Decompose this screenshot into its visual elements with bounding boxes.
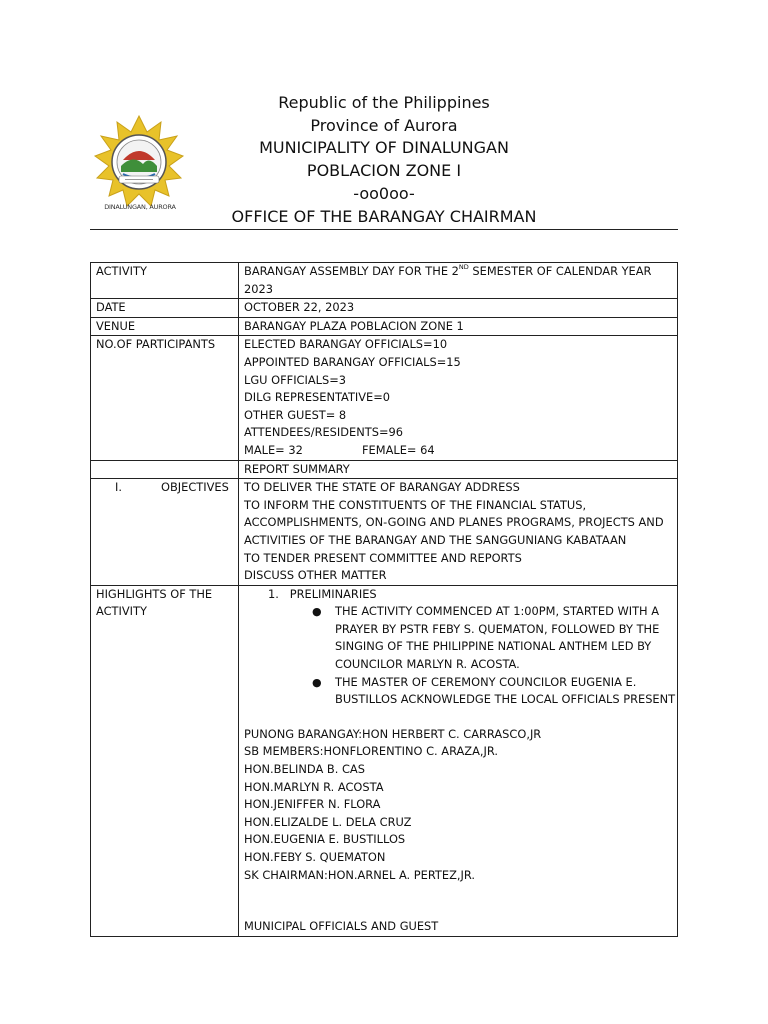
venue-label: VENUE bbox=[91, 317, 239, 336]
municipal-officials-heading: MUNICIPAL OFFICIALS AND GUEST bbox=[244, 919, 439, 934]
bullet-line: COUNCILOR MARLYN R. ACOSTA. bbox=[335, 657, 520, 672]
male-count: MALE= 32 bbox=[244, 442, 303, 457]
participant-line: DILG REPRESENTATIVE=0 bbox=[244, 390, 391, 405]
objective-line: TO DELIVER THE STATE OF BARANGAY ADDRESS bbox=[244, 480, 520, 495]
numbered-list-item: 1. PRELIMINARIES bbox=[268, 586, 377, 601]
report-summary-heading: REPORT SUMMARY bbox=[239, 460, 678, 479]
venue-value: BARANGAY PLAZA POBLACION ZONE 1 bbox=[239, 317, 678, 336]
header-divider-text: -oo0oo- bbox=[353, 183, 415, 203]
table-row-highlights bbox=[91, 585, 678, 936]
spacer bbox=[244, 709, 672, 726]
participants-label: NO.OF PARTICIPANTS bbox=[91, 336, 239, 460]
empty-cell bbox=[91, 460, 239, 479]
highlights-label-line: HIGHLIGHTS OF THE bbox=[96, 586, 213, 601]
official-line: HON.MARLYN R. ACOSTA bbox=[244, 779, 384, 794]
activity-text-after: SEMESTER OF CALENDAR YEAR bbox=[468, 264, 652, 278]
official-line: HON.JENIFFER N. FLORA bbox=[244, 797, 381, 812]
bullet-line: BUSTILLOS ACKNOWLEDGE THE LOCAL OFFICIALS PRESENT bbox=[335, 692, 676, 707]
official-line: HON.ELIZALDE L. DELA CRUZ bbox=[244, 814, 412, 829]
seal-caption: DINALUNGAN, AURORA bbox=[104, 203, 176, 211]
header-rule bbox=[90, 229, 678, 230]
activity-text: BARANGAY ASSEMBLY DAY FOR THE 2 bbox=[244, 264, 459, 278]
highlights-label-line: ACTIVITY bbox=[96, 604, 147, 619]
bullet-icon: ● bbox=[312, 675, 322, 689]
gender-line bbox=[244, 442, 672, 460]
date-value: OCTOBER 22, 2023 bbox=[239, 299, 678, 318]
participant-line: ATTENDEES/RESIDENTS=96 bbox=[244, 425, 403, 440]
highlights-value bbox=[239, 585, 678, 936]
bullet-line: PRAYER BY PSTR FEBY S. QUEMATON, FOLLOWED BY THE bbox=[335, 621, 660, 636]
header-municipality: MUNICIPALITY OF DINALUNGAN bbox=[259, 138, 509, 158]
objective-line: DISCUSS OTHER MATTER bbox=[244, 568, 387, 583]
header-province: Province of Aurora bbox=[310, 115, 458, 135]
header-republic: Republic of the Philippines bbox=[278, 93, 490, 112]
participant-line: LGU OFFICIALS=3 bbox=[244, 372, 347, 387]
table-row-activity bbox=[91, 263, 678, 299]
official-line: SB MEMBERS:HONFLORENTINO C. ARAZA,JR. bbox=[244, 744, 499, 759]
table-row-objectives bbox=[91, 479, 678, 586]
official-line: HON.BELINDA B. CAS bbox=[244, 762, 365, 777]
participant-line: ELECTED BARANGAY OFFICIALS=10 bbox=[244, 337, 448, 352]
municipal-seal-logo bbox=[90, 112, 188, 216]
objective-line: ACTIVITIES OF THE BARANGAY AND THE SANGGUNIANG KABATAAN bbox=[244, 532, 627, 547]
bullet-line: SINGING OF THE PHILIPPINE NATIONAL ANTHEM LED BY bbox=[335, 639, 652, 654]
bullet-item bbox=[244, 674, 676, 709]
roman-numeral: I. bbox=[115, 480, 122, 495]
spacer bbox=[244, 884, 672, 918]
official-line: HON.EUGENIA E. BUSTILLOS bbox=[244, 832, 406, 847]
objective-line: TO INFORM THE CONSTITUENTS OF THE FINANCIAL STATUS, bbox=[244, 497, 587, 512]
activity-label: ACTIVITY bbox=[91, 263, 239, 299]
official-line: HON.FEBY S. QUEMATON bbox=[244, 850, 386, 864]
activity-value bbox=[239, 263, 678, 299]
letterhead bbox=[180, 92, 588, 228]
objectives-label bbox=[91, 479, 239, 586]
objectives-label-text: OBJECTIVES bbox=[161, 480, 229, 495]
female-count: FEMALE= 64 bbox=[362, 442, 435, 457]
participant-line: OTHER GUEST= 8 bbox=[244, 407, 347, 422]
table-row-participants bbox=[91, 336, 678, 460]
activity-superscript: ND bbox=[458, 263, 469, 271]
objective-line: TO TENDER PRESENT COMMITTEE AND REPORTS bbox=[244, 550, 522, 565]
bullet-line: THE MASTER OF CEREMONY COUNCILOR EUGENIA E. bbox=[335, 674, 637, 689]
objectives-value bbox=[239, 479, 678, 586]
header-zone: POBLACION ZONE I bbox=[306, 161, 462, 181]
highlights-label bbox=[91, 585, 239, 936]
report-table bbox=[90, 262, 678, 937]
official-line: PUNONG BARANGAY:HON HERBERT C. CARRASCO,JR bbox=[244, 726, 542, 741]
bullet-line: THE ACTIVITY COMMENCED AT 1:00PM, STARTED WITH A bbox=[335, 604, 660, 619]
table-row-report-summary bbox=[91, 460, 678, 479]
official-line: SK CHAIRMAN:HON.ARNEL A. PERTEZ,JR. bbox=[244, 867, 475, 882]
bullet-icon: ● bbox=[312, 605, 322, 619]
objective-line: ACCOMPLISHMENTS, ON-GOING AND PLANES PROGRAMS, PROJECTS AND bbox=[244, 515, 664, 530]
participants-value bbox=[239, 336, 678, 460]
table-row-venue bbox=[91, 317, 678, 336]
date-label: DATE bbox=[91, 299, 239, 318]
bullet-item bbox=[244, 603, 672, 673]
participant-line: APPOINTED BARANGAY OFFICIALS=15 bbox=[244, 354, 461, 369]
table-row-date bbox=[91, 299, 678, 318]
activity-year: 2023 bbox=[244, 281, 273, 296]
header-office: OFFICE OF THE BARANGAY CHAIRMAN bbox=[231, 206, 537, 226]
